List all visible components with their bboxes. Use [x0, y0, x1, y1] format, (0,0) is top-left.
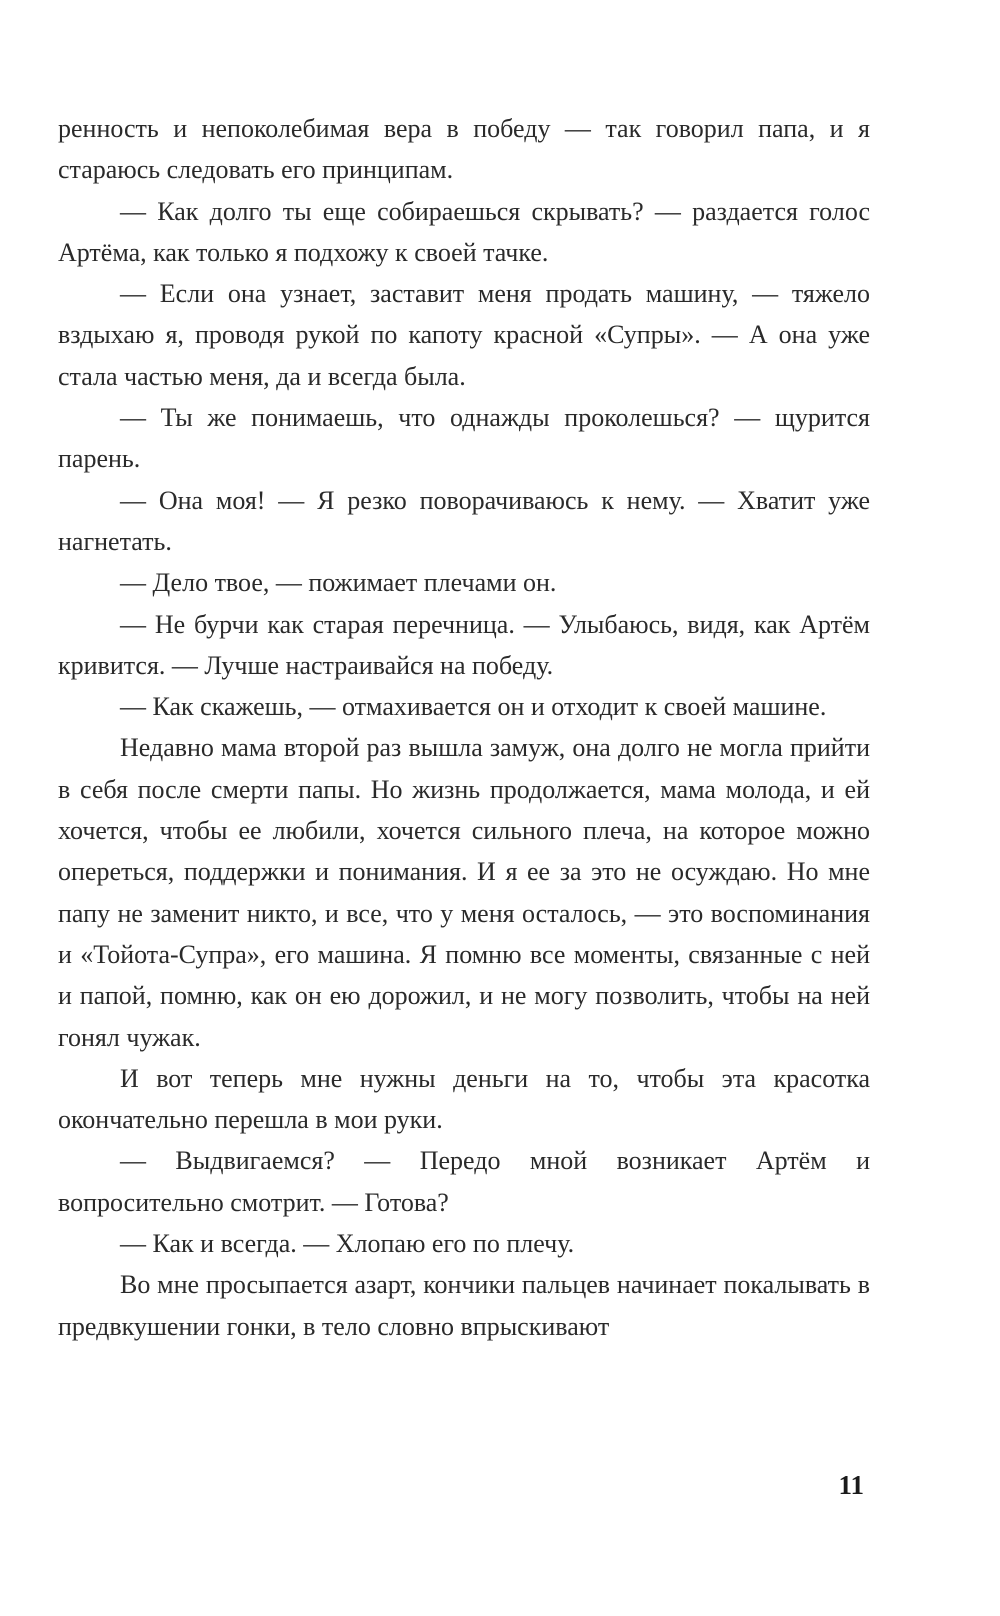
dialogue-paragraph: — Не бурчи как старая перечница. — Улыбаюсь, видя, как Артём кривится. — Лучше настраивайся на победу.	[58, 609, 870, 680]
dialogue-paragraph: — Она моя! — Я резко поворачиваюсь к нему. — Хватит уже нагнетать.	[58, 485, 870, 556]
page-body-text	[58, 108, 870, 1347]
dialogue-paragraph: — Как и всегда. — Хлопаю его по плечу.	[120, 1229, 575, 1259]
dialogue-paragraph: — Если она узнает, заставит меня продать машину, — тяжело вздыхаю я, проводя рукой по капоту красной «Супры». — А она уже стала частью меня, да и всегда была.	[58, 279, 870, 391]
dialogue-paragraph: — Как скажешь, — отмахивается он и отходит к своей машине.	[120, 692, 827, 722]
narrative-paragraph: Во мне просыпается азарт, кончики пальцев начинает покалывать в предвкушении гонки, в тело словно впрыскивают	[58, 1270, 870, 1341]
paragraph-continuation: ренность и непоколебимая вера в победу — так говорил папа, и я стараюсь следовать его принципам.	[58, 114, 870, 185]
narrative-paragraph: И вот теперь мне нужны деньги на то, чтобы эта красотка окончательно перешла в мои руки.	[58, 1063, 870, 1135]
dialogue-paragraph: — Ты же понимаешь, что однажды проколешься? — щурится парень.	[58, 403, 870, 474]
dialogue-paragraph: — Дело твое, — пожимает плечами он.	[120, 568, 557, 598]
dialogue-paragraph: — Выдвигаемся? — Передо мной возникает Артём и вопросительно смотрит. — Готова?	[58, 1146, 870, 1217]
page-number: 11	[838, 1470, 864, 1500]
dialogue-paragraph: — Как долго ты еще собираешься скрывать? — раздается голос Артёма, как только я подхожу к своей тачке.	[58, 196, 870, 267]
narrative-paragraph: Недавно мама второй раз вышла замуж, она долго не могла прийти в себя после смерти папы. Но жизнь продолжается, мама молода, и ей хочется, чтобы ее любили, хочется сильного плеча, на которое можно опереться, поддержки и понимания. И я ее за это не осуждаю. Но мне папу не заменит никто, и все, что у меня осталось, — это воспоминания и «Тойота-Супра», его машина. Я помню все моменты, связанные с ней и папой, помню, как он ею дорожил, и не могу позволить, чтобы на ней гонял чужак.	[58, 733, 870, 1052]
